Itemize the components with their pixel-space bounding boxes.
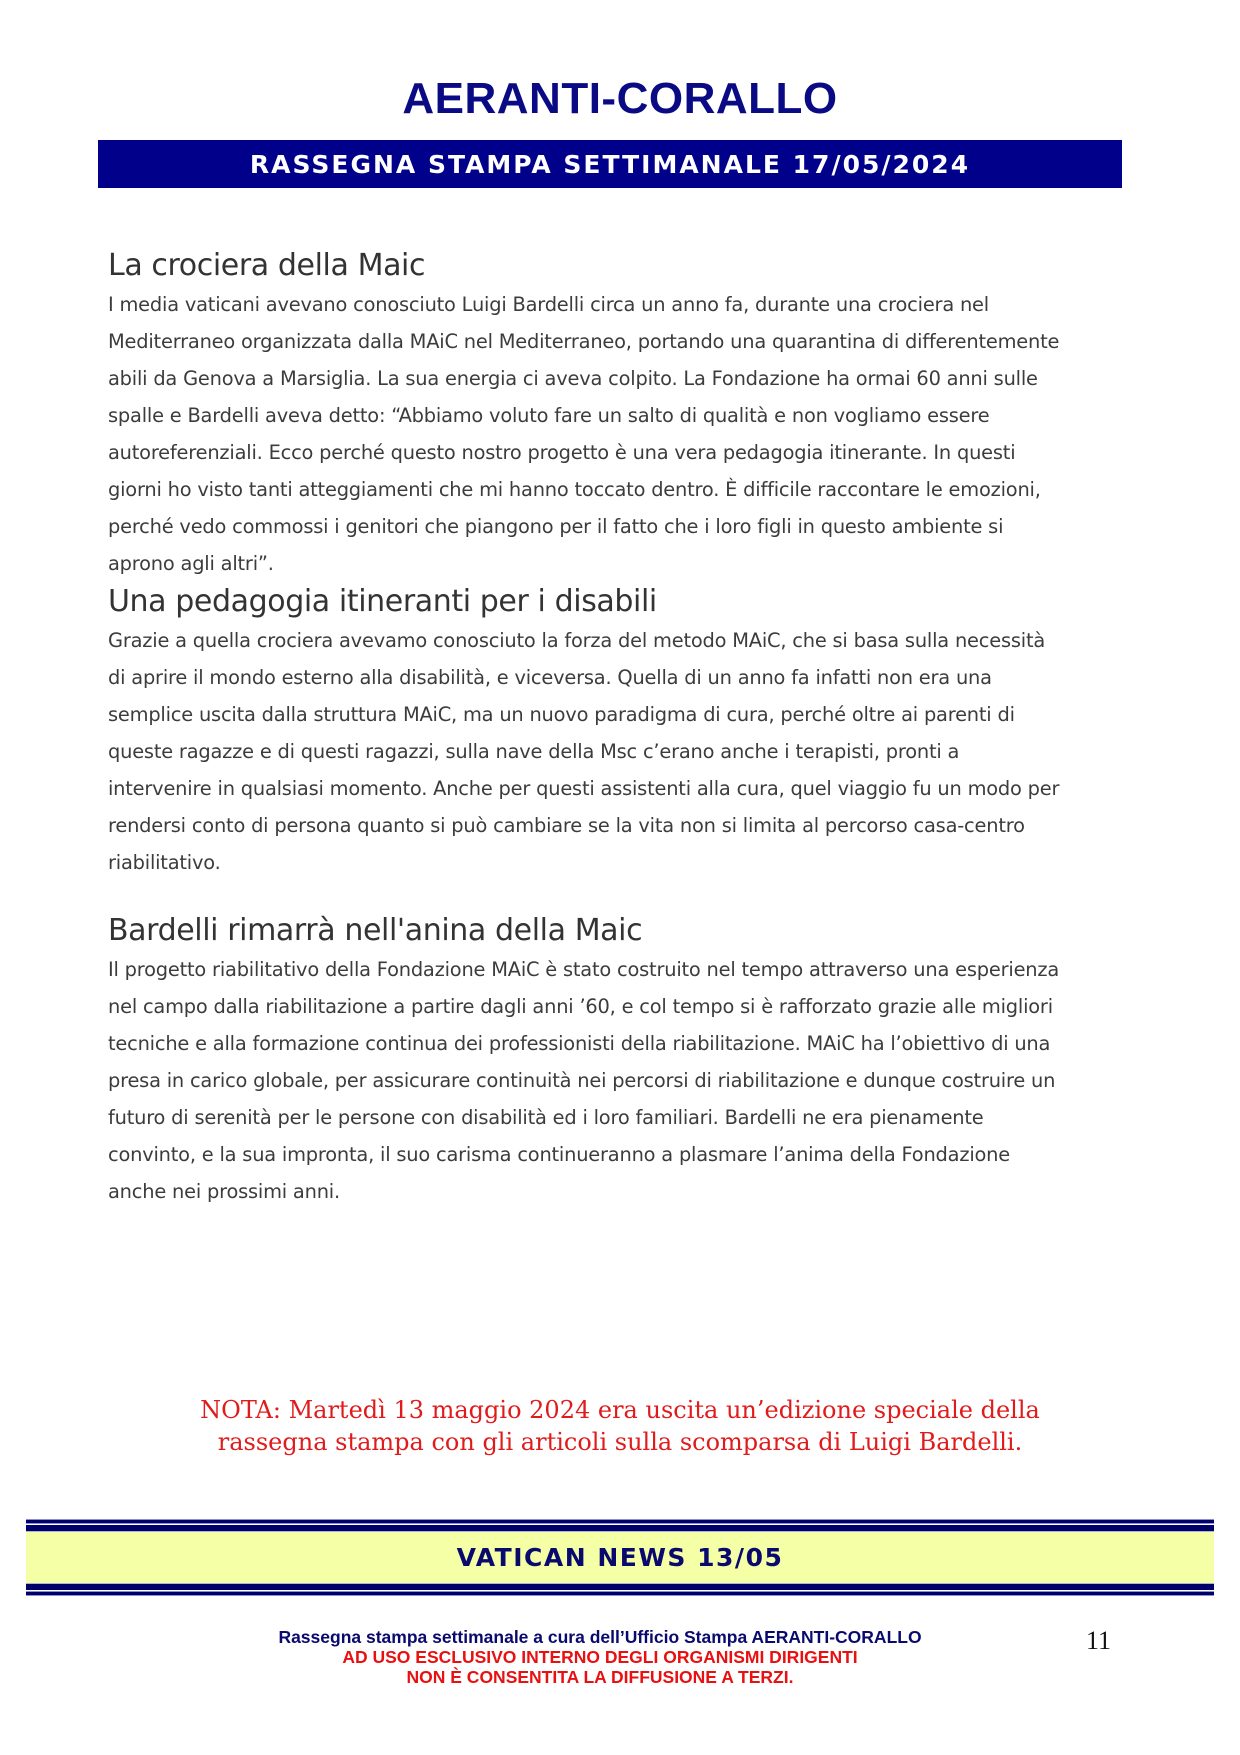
org-title: AERANTI-CORALLO: [402, 74, 838, 123]
band-rule: [26, 1591, 1214, 1596]
article-section-3: [108, 911, 1068, 1210]
editorial-note: [0, 1394, 1240, 1458]
note-line-1: NOTA: Martedì 13 maggio 2024 era uscita un’edizione speciale della: [200, 1396, 1040, 1424]
section-paragraph: Il progetto riabilitativo della Fondazione MAiC è stato costruito nel tempo attraverso una esperienza nel campo dalla riabilitazione a partire dagli anni ’60, e col tempo si è rafforzato grazie alle migliori tecniche e alla formazione continua dei professionisti della riabilitazione. MAiC ha l’obiettivo di una presa in carico globale, per assicurare continuità nei percorsi di riabilitazione e dunque costruire un futuro di serenità per le persone con disabilità ed i loro familiari. Bardelli ne era pienamente convinto, e la sua impronta, il suo carisma continueranno a plasmare l’anima della Fondazione anche nei prossimi anni.: [108, 958, 1060, 1203]
date-banner-text: RASSEGNA STAMPA SETTIMANALE 17/05/2024: [249, 149, 971, 179]
note-line-2: rassegna stampa con gli articoli sulla scomparsa di Luigi Bardelli.: [217, 1428, 1023, 1456]
band-rule: [26, 1525, 1214, 1532]
article-section-2: [108, 582, 1068, 881]
page-number: 11: [1086, 1626, 1112, 1655]
source-band: [26, 1519, 1214, 1592]
section-heading: Una pedagogia itineranti per i disabili: [108, 584, 657, 619]
footer-internal-use: AD USO ESCLUSIVO INTERNO DEGLI ORGANISMI DIRIGENTI: [342, 1647, 858, 1667]
section-heading: Bardelli rimarrà nell'anina della Maic: [108, 913, 643, 948]
section-heading: La crociera della Maic: [108, 248, 426, 283]
band-rule: [26, 1519, 1214, 1524]
section-paragraph: I media vaticani avevano conosciuto Luigi Bardelli circa un anno fa, durante una crociera nel Mediterraneo organizzata dalla MAiC nel Mediterraneo, portando una quarantina di differentemente abili da Genova a Marsiglia. La sua energia ci aveva colpito. La Fondazione ha ormai 60 anni sulle spalle e Bardelli aveva detto: “Abbiamo voluto fare un salto di qualità e non vogliamo essere autoreferenziali. Ecco perché questo nostro progetto è una vera pedagogia itinerante. In questi giorni ho visto tanti atteggiamenti che mi hanno toccato dentro. È difficile raccontare le emozioni, perché vedo commossi i genitori che piangono per il fatto che i loro figli in questo ambiente si aprono agli altri”.: [108, 293, 1060, 575]
band-rule: [26, 1583, 1214, 1590]
article-section-1: [108, 246, 1068, 582]
footer-no-distribution: NON È CONSENTITA LA DIFFUSIONE A TERZI.: [406, 1667, 794, 1687]
source-label: VATICAN NEWS 13/05: [456, 1543, 784, 1572]
article-body: [108, 246, 1068, 1210]
date-banner: [98, 140, 1122, 188]
page-footer: [0, 1627, 1200, 1687]
section-paragraph: Grazie a quella crociera avevamo conosciuto la forza del metodo MAiC, che si basa sulla necessità di aprire il mondo esterno alla disabilità, e viceversa. Quella di un anno fa infatti non era una semplice uscita dalla struttura MAiC, ma un nuovo paradigma di cura, perché oltre ai parenti di queste ragazze e di questi ragazzi, sulla nave della Msc c’erano anche i terapisti, pronti a intervenire in qualsiasi momento. Anche per questi assistenti alla cura, quel viaggio fu un modo per rendersi conto di persona quanto si può cambiare se la vita non si limita al percorso casa-centro riabilitativo.: [108, 629, 1060, 874]
footer-credit: Rassegna stampa settimanale a cura dell’Ufficio Stampa AERANTI-CORALLO: [278, 1627, 922, 1647]
